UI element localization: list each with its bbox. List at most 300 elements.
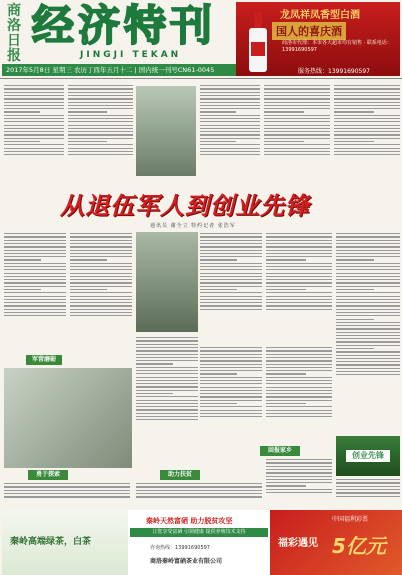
text-line	[336, 371, 400, 372]
text-line	[70, 282, 132, 283]
text-line	[266, 489, 332, 490]
text-line	[266, 302, 332, 303]
text-line	[266, 390, 332, 391]
text-line	[336, 250, 400, 251]
text-line	[264, 108, 330, 109]
text-line	[336, 368, 400, 369]
text-line	[70, 296, 132, 297]
text-line	[200, 256, 262, 257]
text-line	[336, 345, 400, 346]
ad-details: 商洛市代理：本市各大超市均有销售 · 联系电话：13991690597	[282, 40, 392, 53]
text-line	[264, 148, 330, 149]
text-line	[4, 151, 64, 152]
text-line	[264, 102, 330, 103]
text-line	[4, 496, 130, 497]
text-line	[70, 299, 132, 300]
text-line	[68, 144, 133, 145]
text-line	[200, 286, 262, 287]
text-line	[266, 459, 332, 460]
text-line	[70, 269, 132, 270]
text-line	[200, 118, 260, 119]
text-line	[336, 322, 400, 323]
text-line	[200, 236, 262, 237]
text-line	[266, 360, 332, 361]
text-line	[200, 266, 262, 267]
text-line	[264, 144, 330, 145]
text-line	[200, 141, 236, 142]
tea-ad-left[interactable]	[2, 510, 128, 575]
text-line	[136, 360, 198, 361]
text-line	[4, 263, 66, 264]
text-line	[4, 138, 64, 139]
text-line	[266, 243, 332, 244]
ad-product-name: 龙凤祥凤香型白酒	[280, 10, 360, 21]
text-line	[200, 393, 262, 394]
text-line	[4, 128, 64, 129]
text-line	[266, 373, 306, 374]
text-line	[200, 131, 260, 132]
text-line	[200, 263, 262, 264]
text-line	[336, 289, 374, 290]
text-line	[4, 253, 66, 254]
text-line	[264, 131, 330, 132]
text-line	[4, 486, 130, 487]
text-line	[200, 279, 262, 280]
text-line	[200, 292, 262, 293]
text-line	[336, 302, 400, 303]
text-line	[266, 236, 332, 237]
text-line	[70, 302, 132, 303]
text-line	[70, 256, 132, 257]
text-line	[200, 269, 262, 270]
text-line	[336, 305, 400, 306]
article-column	[68, 84, 133, 184]
text-line	[266, 269, 332, 270]
text-line	[4, 243, 66, 244]
text-line	[336, 292, 400, 293]
text-line	[200, 302, 262, 303]
text-line	[266, 266, 332, 267]
text-line	[264, 154, 330, 155]
text-line	[136, 377, 198, 378]
text-line	[68, 154, 133, 155]
text-line	[266, 292, 332, 293]
text-line	[264, 111, 304, 112]
lottery-amount: 5亿元	[332, 534, 386, 558]
text-line	[264, 134, 330, 135]
ad-slogan: 国人的喜庆酒	[272, 22, 346, 40]
text-line	[200, 108, 260, 109]
text-line	[336, 282, 400, 283]
text-line	[4, 85, 64, 86]
text-line	[200, 309, 262, 310]
text-line	[266, 273, 332, 274]
article-column	[336, 232, 400, 432]
text-line	[334, 102, 400, 103]
lottery-sub: 福彩遇见	[278, 538, 318, 549]
text-line	[266, 400, 332, 401]
text-line	[4, 269, 66, 270]
text-line	[200, 350, 262, 351]
text-line	[70, 315, 132, 316]
text-line	[336, 276, 400, 277]
text-line	[200, 92, 260, 93]
text-line	[4, 493, 130, 494]
text-line	[336, 351, 400, 352]
text-line	[336, 233, 400, 234]
text-line	[70, 286, 132, 287]
text-line	[136, 370, 198, 371]
text-line	[200, 367, 262, 368]
text-line	[200, 370, 262, 371]
text-line	[68, 115, 133, 116]
text-line	[4, 240, 66, 241]
text-line	[136, 419, 198, 420]
text-line	[70, 289, 107, 290]
text-line	[266, 479, 332, 480]
masthead-rule	[0, 78, 402, 79]
text-line	[4, 315, 66, 316]
text-line	[136, 337, 198, 338]
text-line	[336, 348, 374, 349]
text-line	[266, 357, 332, 358]
text-line	[266, 406, 332, 407]
text-line	[264, 95, 330, 96]
tea-ad-company: 商洛秦岭富硒茶业有限公司	[150, 558, 223, 565]
text-line	[266, 350, 332, 351]
text-line	[334, 118, 400, 119]
text-line	[266, 253, 332, 254]
text-line	[4, 102, 64, 103]
text-line	[334, 85, 400, 86]
text-line	[4, 108, 64, 109]
text-line	[136, 393, 173, 394]
text-line	[4, 246, 66, 247]
text-line	[136, 403, 198, 404]
text-line	[4, 299, 66, 300]
text-line	[266, 403, 306, 404]
text-line	[70, 276, 132, 277]
text-line	[136, 383, 198, 384]
text-line	[68, 141, 107, 142]
text-line	[70, 240, 132, 241]
text-line	[336, 309, 400, 310]
text-line	[266, 380, 332, 381]
text-line	[336, 256, 400, 257]
text-line	[136, 354, 198, 355]
text-line	[200, 400, 262, 401]
article-column	[334, 84, 400, 184]
tea-ad-middle[interactable]	[128, 510, 270, 575]
badge: 创业先锋	[346, 450, 390, 462]
text-line	[70, 279, 132, 280]
text-line	[68, 98, 133, 99]
text-line	[200, 148, 260, 149]
text-line	[336, 486, 400, 487]
text-line	[70, 309, 132, 310]
text-line	[68, 85, 133, 86]
text-line	[336, 492, 400, 493]
text-line	[266, 396, 332, 397]
text-line	[4, 121, 64, 122]
text-line	[200, 125, 260, 126]
text-line	[4, 236, 66, 237]
text-line	[70, 246, 132, 247]
text-line	[4, 256, 66, 257]
text-line	[4, 302, 66, 303]
text-line	[70, 253, 132, 254]
text-line	[264, 88, 330, 89]
newspaper-side-title: 商洛日报	[7, 3, 21, 64]
text-line	[334, 128, 400, 129]
text-line	[336, 332, 400, 333]
text-line	[4, 131, 64, 132]
text-line	[200, 406, 262, 407]
text-line	[336, 240, 400, 241]
text-line	[4, 266, 66, 267]
text-line	[334, 134, 400, 135]
text-line	[266, 393, 332, 394]
text-line	[264, 121, 330, 122]
text-line	[266, 462, 332, 463]
text-line	[4, 141, 40, 142]
text-line	[4, 286, 66, 287]
text-line	[200, 354, 262, 355]
text-line	[4, 111, 40, 112]
text-line	[336, 325, 400, 326]
text-line	[4, 312, 66, 313]
text-line	[200, 138, 260, 139]
text-line	[70, 263, 132, 264]
text-line	[4, 273, 66, 274]
text-line	[200, 115, 260, 116]
text-line	[4, 483, 130, 484]
text-line	[200, 144, 260, 145]
text-line	[136, 373, 198, 374]
text-line	[264, 141, 304, 142]
text-line	[266, 276, 332, 277]
text-line	[336, 341, 400, 342]
text-line	[336, 374, 400, 375]
text-line	[264, 151, 330, 152]
text-line	[136, 406, 198, 407]
article-photo	[136, 86, 196, 176]
text-line	[70, 312, 132, 313]
text-line	[266, 367, 332, 368]
text-line	[4, 279, 66, 280]
text-line	[266, 413, 332, 414]
article-column	[70, 232, 132, 352]
text-line	[4, 282, 66, 283]
text-line	[336, 246, 400, 247]
text-line	[266, 299, 332, 300]
text-line	[68, 92, 133, 93]
text-line	[136, 350, 198, 351]
text-line	[334, 138, 400, 139]
text-line	[200, 296, 262, 297]
text-line	[336, 253, 400, 254]
text-line	[336, 269, 400, 270]
text-line	[4, 148, 64, 149]
text-line	[334, 148, 400, 149]
article-column	[4, 232, 66, 352]
text-line	[68, 138, 133, 139]
text-line	[136, 483, 262, 484]
text-line	[4, 154, 64, 155]
text-line	[200, 403, 237, 404]
text-line	[266, 482, 332, 483]
text-line	[70, 243, 132, 244]
text-line	[334, 121, 400, 122]
text-line	[68, 134, 133, 135]
text-line	[4, 490, 130, 491]
article-photo-large	[4, 368, 132, 468]
text-line	[70, 236, 132, 237]
text-line	[266, 305, 332, 306]
text-line	[336, 335, 400, 336]
text-line	[4, 92, 64, 93]
text-line	[336, 236, 400, 237]
text-line	[334, 108, 400, 109]
text-line	[200, 128, 260, 129]
text-line	[266, 383, 332, 384]
text-line	[266, 347, 332, 348]
page-title: 经济特刊	[32, 1, 217, 50]
text-line	[70, 266, 132, 267]
article-column	[136, 336, 198, 456]
text-line	[336, 364, 400, 365]
text-line	[334, 92, 400, 93]
text-line	[264, 118, 330, 119]
article-column	[200, 232, 262, 342]
text-line	[200, 121, 260, 122]
text-line	[70, 292, 132, 293]
text-line	[200, 250, 262, 251]
text-line	[334, 154, 400, 155]
text-line	[266, 472, 332, 473]
top-advertisement[interactable]	[236, 2, 400, 76]
text-line	[200, 410, 262, 411]
text-line	[68, 102, 133, 103]
text-line	[266, 466, 332, 467]
text-line	[266, 410, 332, 411]
text-line	[266, 286, 332, 287]
article-column	[200, 346, 262, 446]
section-header: 助力扶贫	[160, 470, 200, 480]
text-line	[334, 125, 400, 126]
text-line	[200, 357, 262, 358]
text-line	[200, 396, 262, 397]
text-line	[336, 489, 400, 490]
text-line	[136, 340, 198, 341]
text-line	[200, 383, 262, 384]
text-line	[264, 115, 330, 116]
text-line	[266, 259, 306, 260]
text-line	[264, 92, 330, 93]
text-line	[200, 98, 260, 99]
article-photo	[136, 232, 198, 332]
text-line	[266, 492, 332, 493]
text-line	[136, 490, 262, 491]
text-line	[136, 357, 198, 358]
text-line	[264, 98, 330, 99]
text-line	[266, 246, 332, 247]
text-line	[336, 279, 400, 280]
text-line	[336, 355, 400, 356]
text-line	[200, 390, 262, 391]
article-column	[4, 482, 130, 508]
text-line	[4, 88, 64, 89]
text-line	[4, 259, 41, 260]
text-line	[136, 486, 262, 487]
text-line	[334, 144, 400, 145]
text-line	[4, 276, 66, 277]
section-header: 军营磨砺	[26, 355, 62, 365]
tea-ad-title: 秦岭高端绿茶，白茶	[10, 537, 92, 547]
text-line	[334, 141, 374, 142]
text-line	[336, 266, 400, 267]
text-line	[336, 273, 400, 274]
article-column	[136, 482, 262, 508]
text-line	[200, 380, 262, 381]
text-line	[68, 108, 133, 109]
bottom-advertisement[interactable]	[2, 510, 402, 575]
text-line	[4, 134, 64, 135]
text-line	[266, 364, 332, 365]
text-line	[4, 105, 64, 106]
text-line	[266, 233, 332, 234]
page-subtitle: JINGJI TEKAN	[80, 50, 182, 60]
text-line	[200, 253, 262, 254]
text-line	[200, 154, 260, 155]
text-line	[200, 387, 262, 388]
text-line	[266, 289, 306, 290]
text-line	[266, 263, 332, 264]
text-line	[200, 111, 236, 112]
text-line	[200, 243, 262, 244]
text-line	[336, 338, 400, 339]
text-line	[136, 390, 198, 391]
text-line	[266, 282, 332, 283]
text-line	[336, 263, 400, 264]
text-line	[200, 233, 262, 234]
text-line	[334, 105, 400, 106]
text-line	[4, 95, 64, 96]
article-column	[264, 84, 330, 184]
text-line	[200, 246, 262, 247]
text-line	[136, 344, 198, 345]
text-line	[68, 125, 133, 126]
article-byline: 通讯员 谢全立 特约记者 张浩军	[150, 223, 236, 229]
text-line	[136, 396, 198, 397]
text-line	[264, 105, 330, 106]
text-line	[200, 373, 237, 374]
text-line	[68, 88, 133, 89]
text-line	[200, 240, 262, 241]
section-header: 回报家乡	[260, 446, 300, 456]
text-line	[264, 125, 330, 126]
text-line	[68, 118, 133, 119]
text-line	[200, 88, 260, 89]
text-line	[334, 88, 400, 89]
ad-hotline: 服务热线：13991690597	[298, 68, 370, 75]
lottery-ad[interactable]	[270, 510, 402, 575]
text-line	[334, 111, 374, 112]
text-line	[70, 305, 132, 306]
text-line	[70, 259, 107, 260]
text-line	[200, 289, 237, 290]
dateline: 2017年5月8日 星期三 农历丁酉年五月十二 | 国内统一刊号CN61-0045	[2, 64, 242, 76]
